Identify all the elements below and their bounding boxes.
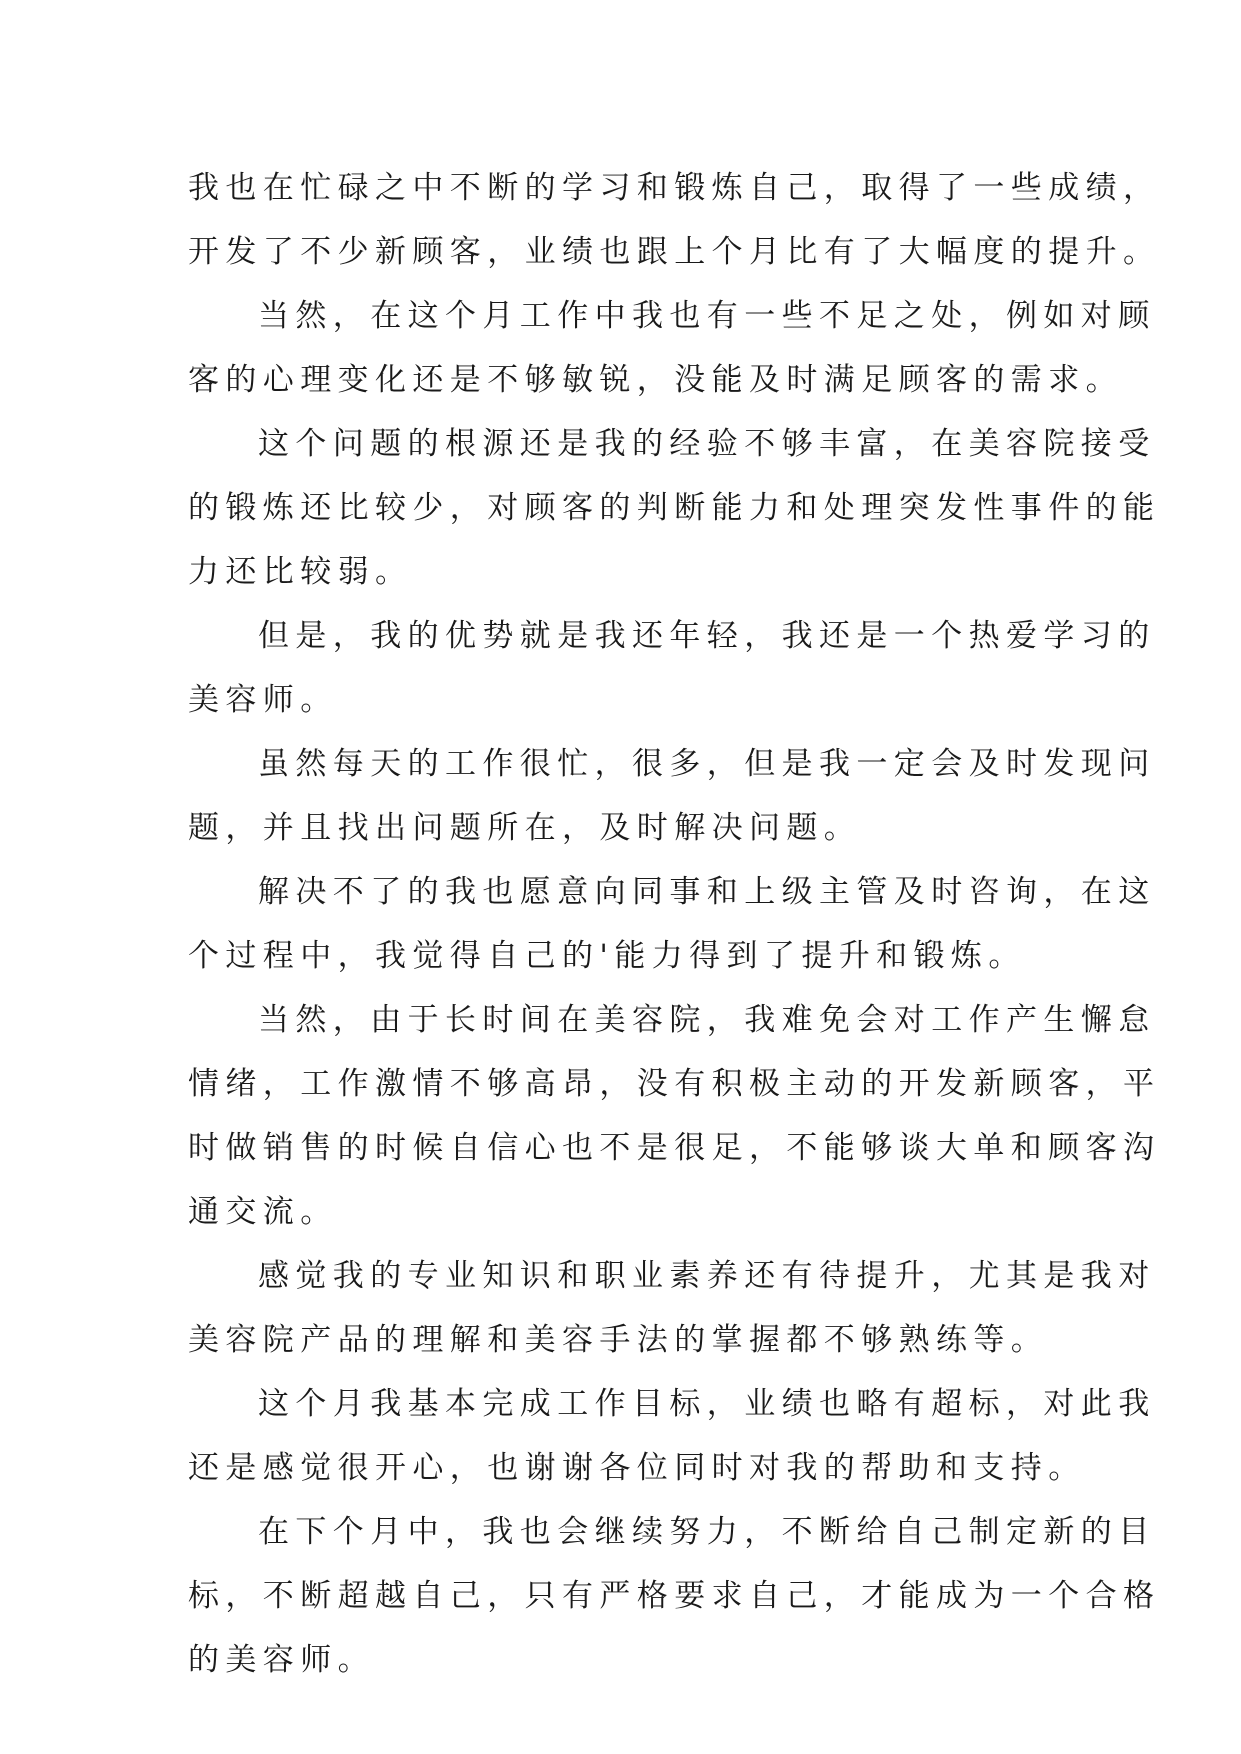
text-line: 当然，由于长时间在美容院，我难免会对工作产生懈怠: [258, 1002, 1156, 1038]
paragraph-7: [188, 988, 1161, 1244]
paragraph-6: [188, 860, 1156, 988]
text-line: 但是，我的优势就是我还年轻，我还是一个热爱学习的: [258, 618, 1156, 654]
text-line: 个过程中，我觉得自己的'能力得到了提升和锻炼。: [188, 938, 1026, 974]
paragraph-10: [188, 1500, 1161, 1692]
text-line: 题，并且找出问题所在，及时解决问题。: [188, 810, 862, 846]
text-line: 客的心理变化还是不够敏锐，没能及时满足顾客的需求。: [188, 362, 1123, 398]
text-line: 标，不断超越自己，只有严格要求自己，才能成为一个合格: [188, 1578, 1161, 1614]
text-line: 在下个月中，我也会继续努力，不断给自己制定新的目: [258, 1514, 1156, 1550]
text-line: 的美容师。: [188, 1642, 375, 1678]
paragraph-2: [188, 284, 1156, 412]
text-line: 美容院产品的理解和美容手法的掌握都不够熟练等。: [188, 1322, 1049, 1358]
text-line: 虽然每天的工作很忙，很多，但是我一定会及时发现问: [258, 746, 1156, 782]
paragraph-5: [188, 732, 1156, 860]
text-line: 的锻炼还比较少，对顾客的判断能力和处理突发性事件的能: [188, 490, 1161, 526]
paragraph-4: [188, 604, 1156, 732]
paragraph-9: [188, 1372, 1156, 1500]
text-line: 还是感觉很开心，也谢谢各位同时对我的帮助和支持。: [188, 1450, 1086, 1486]
text-line: 这个月我基本完成工作目标，业绩也略有超标，对此我: [258, 1386, 1156, 1422]
text-line: 我也在忙碌之中不断的学习和锻炼自己，取得了一些成绩，: [188, 170, 1161, 206]
paragraph-8: [188, 1244, 1156, 1372]
paragraph-3: [188, 412, 1161, 604]
text-line: 当然，在这个月工作中我也有一些不足之处，例如对顾: [258, 298, 1156, 334]
text-line: 通交流。: [188, 1194, 338, 1230]
text-line: 力还比较弱。: [188, 554, 413, 590]
text-line: 时做销售的时候自信心也不是很足，不能够谈大单和顾客沟: [188, 1130, 1161, 1166]
text-line: 开发了不少新顾客，业绩也跟上个月比有了大幅度的提升。: [188, 234, 1161, 270]
document-body: [188, 156, 1161, 1692]
text-line: 情绪，工作激情不够高昂，没有积极主动的开发新顾客，平: [188, 1066, 1161, 1102]
text-line: 感觉我的专业知识和职业素养还有待提升，尤其是我对: [258, 1258, 1156, 1294]
paragraph-1: [188, 156, 1161, 284]
text-line: 美容师。: [188, 682, 338, 718]
text-line: 解决不了的我也愿意向同事和上级主管及时咨询，在这: [258, 874, 1156, 910]
text-line: 这个问题的根源还是我的经验不够丰富，在美容院接受: [258, 426, 1156, 462]
